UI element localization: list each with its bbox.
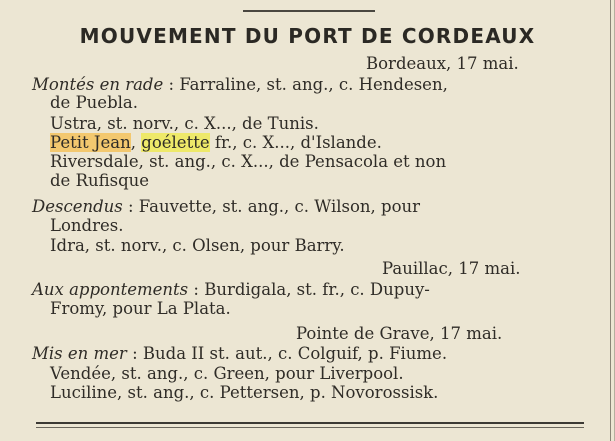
montes-label: Montés en rade <box>32 75 164 94</box>
montes-continuation: de Puebla. <box>50 93 138 112</box>
mis-label: Mis en mer <box>32 344 127 363</box>
luciline-line: Luciline, st. ang., c. Pettersen, p. Novorossisk. <box>50 383 439 402</box>
descendus-label: Descendus <box>32 197 123 216</box>
riversdale-line: Riversdale, st. ang., c. X..., de Pensacola et non <box>50 152 447 171</box>
dateline-bordeaux: Bordeaux, 17 mai. <box>366 54 519 73</box>
petit-jean-name-highlight: Petit Jean <box>50 133 131 152</box>
goelette-highlight: goélette <box>141 133 210 152</box>
article-heading: MOUVEMENT DU PORT DE CORDEAUX <box>79 24 536 48</box>
petit-jean-line <box>50 133 382 153</box>
dateline-pauillac: Pauillac, 17 mai. <box>382 259 521 278</box>
column-rule <box>610 0 611 441</box>
aux-text: : Burdigala, st. fr., c. Dupuy- <box>188 280 430 299</box>
descendus-continuation: Londres. <box>50 216 124 235</box>
montes-text: : Farraline, st. ang., c. Hendesen, <box>163 75 448 94</box>
petit-jean-rest: fr., c. X..., d'Islande. <box>209 133 382 152</box>
riversdale-continuation: de Rufisque <box>50 171 150 190</box>
aux-continuation: Fromy, pour La Plata. <box>50 299 231 318</box>
aux-line <box>32 280 430 300</box>
bottom-divider <box>36 422 584 424</box>
petit-jean-comma: , <box>130 133 142 152</box>
dateline-pointe-de-grave: Pointe de Grave, 17 mai. <box>296 324 503 343</box>
montes-line <box>32 75 448 95</box>
mis-text: : Buda II st. aut., c. Colguif, p. Fiume. <box>126 344 448 363</box>
idra-line: Idra, st. norv., c. Olsen, pour Barry. <box>50 236 345 255</box>
descendus-text: : Fauvette, st. ang., c. Wilson, pour <box>122 197 421 216</box>
aux-label: Aux appontements <box>32 280 189 299</box>
mis-line <box>32 344 447 364</box>
vendee-line: Vendée, st. ang., c. Green, pour Liverpool. <box>50 364 404 383</box>
top-divider <box>243 10 375 12</box>
descendus-line <box>32 197 420 217</box>
bottom-divider-thin <box>36 427 584 428</box>
ustra-line: Ustra, st. norv., c. X..., de Tunis. <box>50 114 319 133</box>
